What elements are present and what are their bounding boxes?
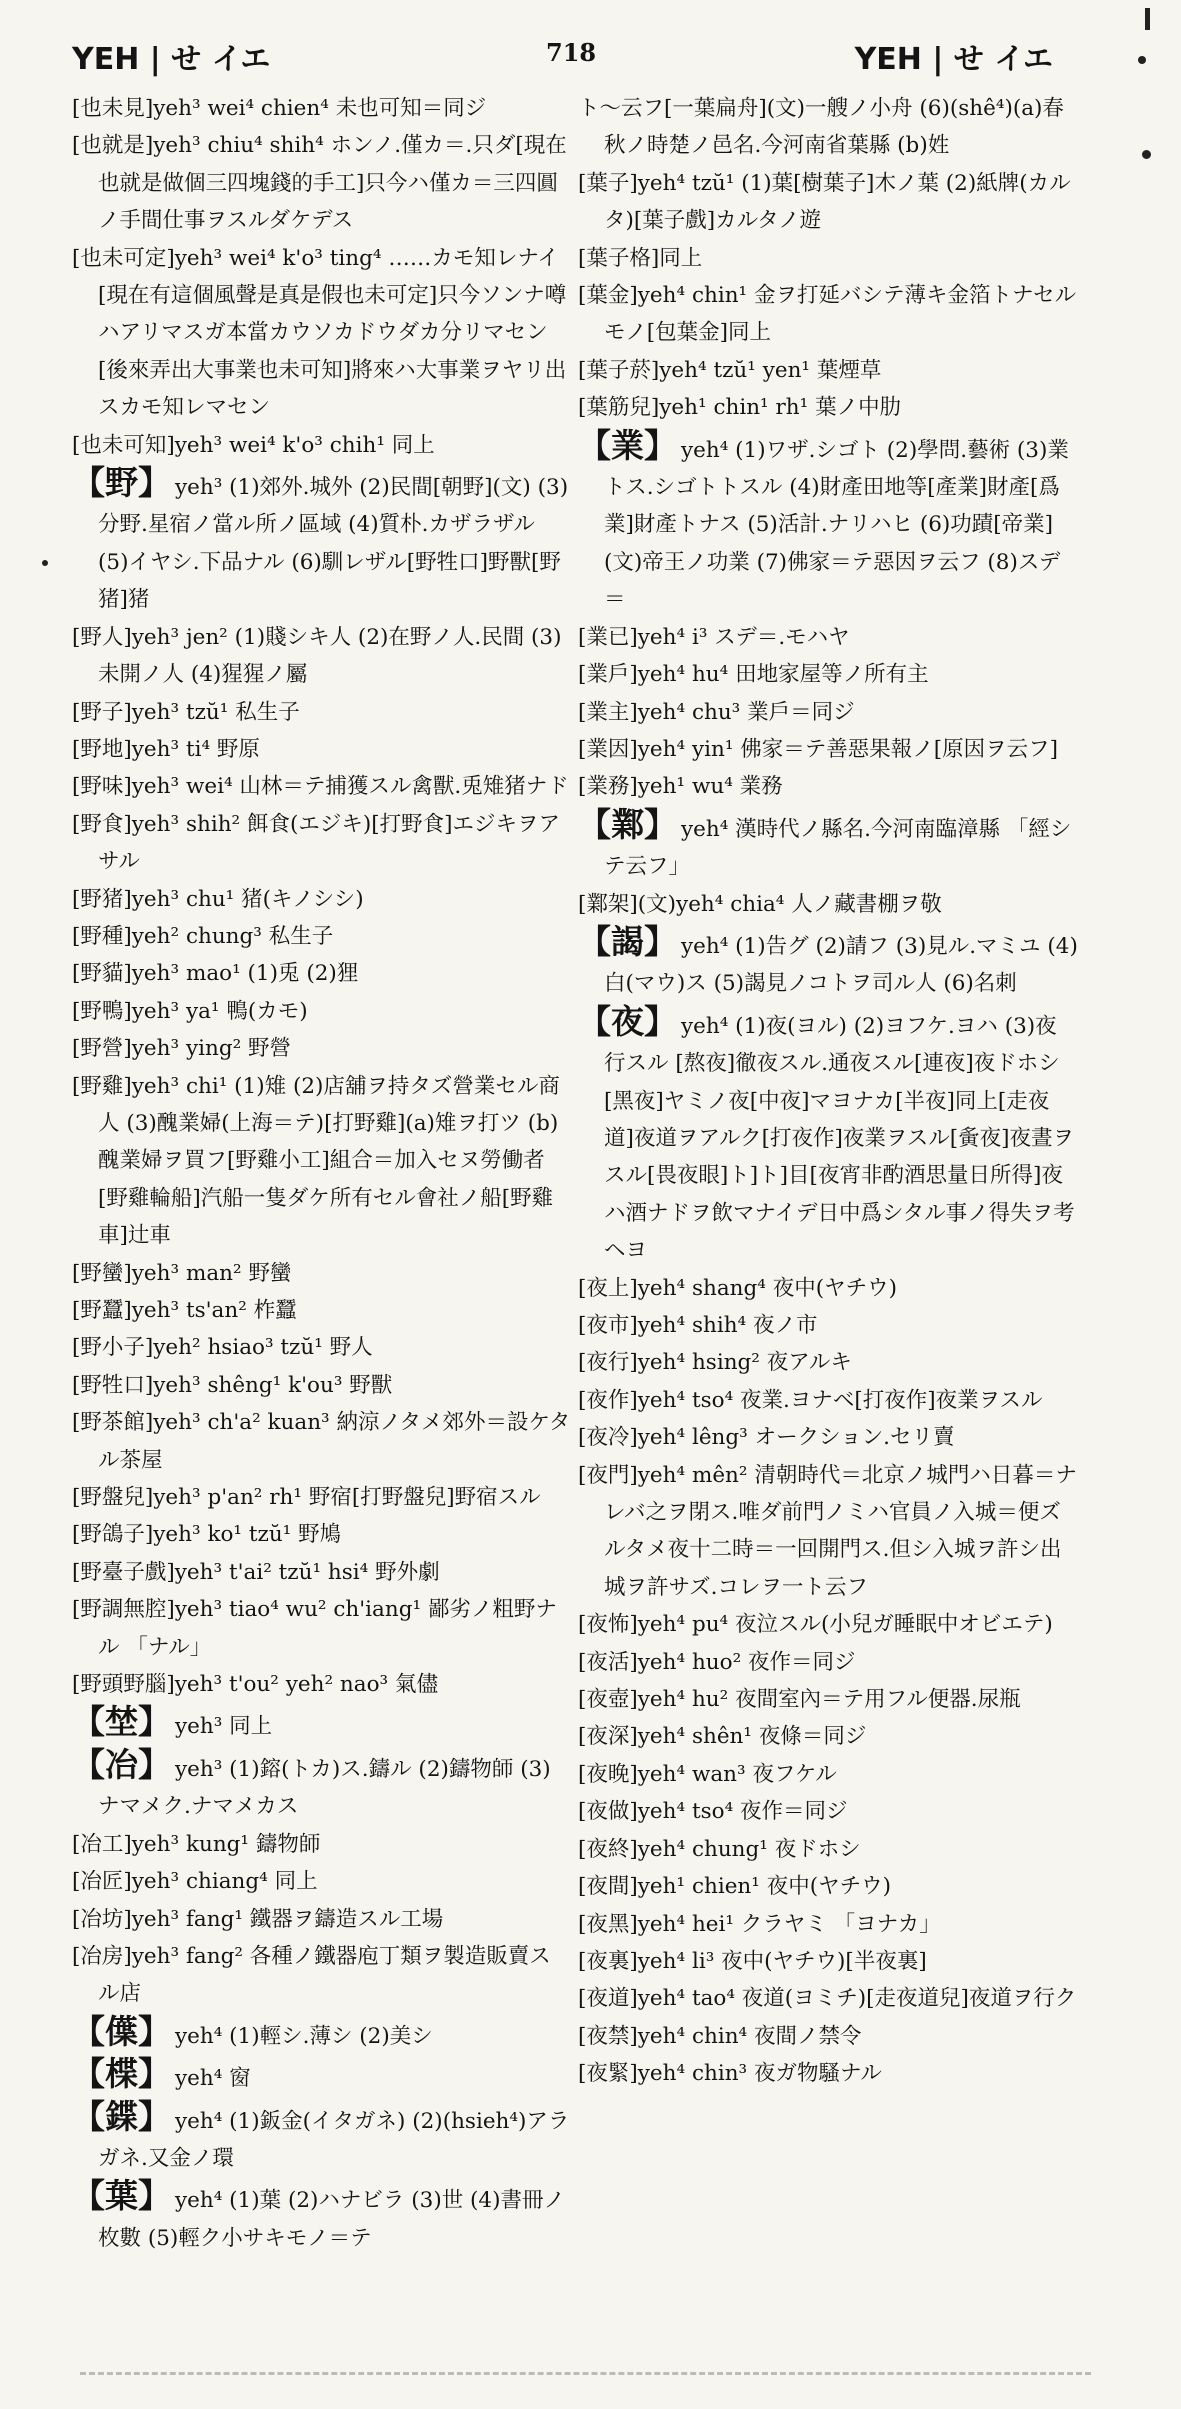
right-column: [578, 90, 1078, 2093]
compound-entry: [578, 656, 1078, 693]
compound-entry: [72, 1826, 572, 1863]
headword-entry: [72, 2055, 572, 2097]
entry-text: [也未可知]yeh³ wei⁴ k'o³ chih¹ 同上: [72, 432, 435, 458]
compound-entry: [578, 886, 1078, 923]
margin-dot: [1142, 150, 1151, 159]
margin-mark: [1145, 8, 1150, 30]
bottom-rule: [80, 2372, 1091, 2375]
entry-text: [業務]yeh¹ wu⁴ 業務: [578, 774, 783, 800]
compound-entry: [72, 90, 572, 127]
compound-entry: [578, 1644, 1078, 1681]
compound-entry: [578, 1307, 1078, 1344]
compound-entry: [72, 881, 572, 918]
compound-entry: [578, 1718, 1078, 1755]
compound-entry: [72, 955, 572, 992]
headword-entry: [72, 1703, 572, 1745]
entry-text: [也就是]yeh³ chiu⁴ shih⁴ ホンノ.僅カ＝.只ダ[現在也就是做個三四塊錢的手工]只今ハ僅カ＝三四圓ノ手間仕事ヲスルダケデス: [72, 133, 567, 234]
compound-entry: [578, 277, 1078, 352]
headword-char: 【 野 】: [72, 463, 171, 502]
compound-entry: [578, 1681, 1078, 1718]
entry-text: [業主]yeh⁴ chu³ 業戶＝同ジ: [578, 699, 855, 725]
entry-text: [野地]yeh³ ti⁴ 野原: [72, 736, 260, 762]
compound-entry: [72, 1479, 572, 1516]
compound-entry: [578, 694, 1078, 731]
compound-entry: [578, 1793, 1078, 1830]
headword-char: 【 謁 】: [578, 922, 677, 961]
entry-text: [也未可定]yeh³ wei⁴ k'o³ ting⁴ ……カモ知レナイ[現在有這個風聲是真是假也未可定]只今ソンナ噂ハアリマスガ本當カウソカドウダカ分リマセン[後來弄出大事業也未可知]將來ハ大事業ヲヤリ出スカモ知レマセン: [72, 245, 567, 421]
entry-text: [冶坊]yeh³ fang¹ 鐵器ヲ鑄造スル工場: [72, 1906, 444, 1932]
headword-entry: [72, 2177, 572, 2257]
compound-entry: [72, 619, 572, 694]
entry-text: [夜上]yeh⁴ shang⁴ 夜中(ヤチウ): [578, 1275, 897, 1301]
compound-entry: [72, 1666, 572, 1703]
headword-char: 【 埜 】: [72, 1702, 171, 1741]
compound-entry: [578, 240, 1078, 277]
entry-text: [野盤兒]yeh³ p'an² rh¹ 野宿[打野盤兒]野宿スル: [72, 1485, 541, 1511]
headword-entry: [72, 2098, 572, 2178]
entry-text: yeh³ 同上: [175, 1714, 273, 1740]
compound-entry: [578, 768, 1078, 805]
entry-text: [鄴架](文)yeh⁴ chia⁴ 人ノ藏書棚ヲ敬: [578, 891, 942, 917]
entry-text: [野茶館]yeh³ ch'a² kuan³ 納涼ノタメ郊外＝設ケタル茶屋: [72, 1410, 571, 1473]
entry-text: [夜緊]yeh⁴ chin³ 夜ガ物騷ナル: [578, 2061, 882, 2087]
entry-text: [夜間]yeh¹ chien¹ 夜中(ヤチウ): [578, 1874, 892, 1900]
entry-text: yeh⁴ 漢時代ノ縣名.今河南臨漳縣 「經シテ云フ」: [604, 816, 1072, 880]
compound-entry: [578, 1270, 1078, 1307]
compound-entry: [72, 1901, 572, 1938]
entry-text: [夜道]yeh⁴ tao⁴ 夜道(ヨミチ)[走夜道兒]夜道ヲ行ク: [578, 1986, 1077, 2012]
entry-text: yeh⁴ (1)葉 (2)ハナビラ (3)世 (4)書冊ノ枚數 (5)輕ク小サキモノ＝テ: [98, 2188, 565, 2251]
compound-entry: [72, 1938, 572, 2013]
headword-char: 【 鍱 】: [72, 2097, 171, 2136]
compound-entry: [578, 165, 1078, 240]
headword-char: 【 業 】: [578, 426, 677, 465]
entry-text: [夜做]yeh⁴ tso⁴ 夜作＝同ジ: [578, 1799, 848, 1825]
entry-text: [夜裏]yeh⁴ li³ 夜中(ヤチウ)[半夜裏]: [578, 1948, 927, 1974]
headword-entry: [72, 1746, 572, 1826]
entry-text: [野蠶]yeh³ ts'an² 柞蠶: [72, 1298, 297, 1323]
headword-entry: [72, 2013, 572, 2055]
entry-text: yeh⁴ (1)夜(ヨル) (2)ヨフケ.ヨハ (3)夜行スル [熬夜]徹夜スル.通夜スル[連夜]夜ドホシ[黑夜]ヤミノ夜[中夜]マヨナカ[半夜]同上[走夜道]夜道ヲアルク[打夜作]夜業ヲスル[夤夜]夜晝ヲスル[畏夜眼]ト]ト]目[夜宵非酌酒思量日所得]夜ハ酒ナドヲ飲マナイデ日中爲シタル事ノ得失ヲ考ヘヨ: [604, 1013, 1075, 1264]
entry-text: [夜深]yeh⁴ shên¹ 夜條＝同ジ: [578, 1724, 867, 1750]
compound-entry: [578, 1344, 1078, 1381]
compound-entry: [72, 993, 572, 1030]
entry-text: [夜怖]yeh⁴ pu⁴ 夜泣スル(小兒ガ睡眠中オビエテ): [578, 1612, 1053, 1638]
compound-entry: [72, 1292, 572, 1329]
entry-text: [冶工]yeh³ kung¹ 鑄物師: [72, 1831, 321, 1857]
margin-dot: [42, 560, 48, 566]
entry-text: [葉金]yeh⁴ chin¹ 金ヲ打延バシテ薄キ金箔トナセルモノ[包葉金]同上: [578, 283, 1077, 346]
entry-text: [業戶]yeh⁴ hu⁴ 田地家屋等ノ所有主: [578, 662, 929, 688]
compound-entry: [72, 1554, 572, 1591]
entry-text: [野頭野腦]yeh³ t'ou² yeh² nao³ 氣儘: [72, 1672, 438, 1698]
compound-entry: [72, 1863, 572, 1900]
compound-entry: [72, 731, 572, 768]
compound-entry: [578, 1457, 1078, 1607]
compound-entry: [72, 1255, 572, 1292]
entry-text: [野貓]yeh³ mao¹ (1)兎 (2)狸: [72, 961, 359, 987]
entry-text: [夜壺]yeh⁴ hu² 夜間室內＝テ用フル便器.尿瓶: [578, 1687, 1021, 1713]
headword-entry: [578, 1003, 1078, 1270]
entry-text: [業已]yeh⁴ i³ スデ＝.モハヤ: [578, 624, 850, 650]
compound-entry: [72, 1367, 572, 1404]
entry-text: yeh³ (1)鎔(トカ)ス.鑄ル (2)鑄物師 (3)ナマメク.ナマメカス: [98, 1756, 551, 1820]
compound-entry: [72, 806, 572, 881]
headword-entry: [578, 427, 1078, 619]
headword-char: 【 鄴 】: [578, 805, 677, 844]
entry-text: [夜終]yeh⁴ chung¹ 夜ドホシ: [578, 1836, 861, 1862]
compound-entry: [578, 2018, 1078, 2055]
left-column: [72, 90, 572, 2257]
entry-text: yeh⁴ (1)ワザ.シゴト (2)學問.藝術 (3)業トス.シゴトトスル (4)財產田地等[產業]財產[爲業]財產トナス (5)活計.ナリハヒ (6)功蹟[帝業](文)帝王ノ功業 (7)佛家＝テ惡因ヲ云フ (8)スデ＝: [604, 437, 1069, 613]
compound-entry: [578, 1419, 1078, 1456]
compound-entry: [578, 1943, 1078, 1980]
compound-entry: [72, 1068, 572, 1255]
entry-text: [夜活]yeh⁴ huo² 夜作＝同ジ: [578, 1649, 856, 1675]
compound-entry: [72, 694, 572, 731]
headword-char: 【 冶 】: [72, 1745, 171, 1784]
entry-text: [夜行]yeh⁴ hsing² 夜アルキ: [578, 1350, 852, 1376]
entry-text: [夜市]yeh⁴ shih⁴ 夜ノ市: [578, 1313, 818, 1338]
compound-entry: [578, 1831, 1078, 1868]
entry-text: [冶匠]yeh³ chiang⁴ 同上: [72, 1869, 318, 1895]
headword-char: 【 葉 】: [72, 2176, 171, 2215]
entry-text: [夜冷]yeh⁴ lêng³ オークション.セリ賣: [578, 1425, 955, 1451]
compound-entry: [578, 731, 1078, 768]
entry-text: [葉筋兒]yeh¹ chin¹ rh¹ 葉ノ中肋: [578, 395, 902, 421]
entry-text: yeh⁴ 窗: [175, 2066, 251, 2092]
page-number: 718: [546, 38, 597, 67]
entry-text: [夜作]yeh⁴ tso⁴ 夜業.ヨナベ[打夜作]夜業ヲスル: [578, 1387, 1043, 1413]
running-header-left: YEH | せ イエ: [72, 42, 271, 77]
compound-entry: [578, 2055, 1078, 2092]
entry-text: [夜晚]yeh⁴ wan³ 夜フケル: [578, 1761, 837, 1787]
compound-entry: [578, 1756, 1078, 1793]
entry-text: [野猪]yeh³ chu¹ 猪(キノシシ): [72, 886, 364, 912]
entry-text: [野蠻]yeh³ man² 野蠻: [72, 1260, 292, 1286]
entry-text: [野營]yeh³ ying² 野營: [72, 1036, 292, 1062]
entry-text: [葉子]yeh⁴ tzŭ¹ (1)葉[樹葉子]木ノ葉 (2)紙牌(カルタ)[葉子戲]カルタノ遊: [578, 170, 1071, 234]
compound-entry: [72, 1404, 572, 1479]
entry-text: [野調無腔]yeh³ tiao⁴ wu² ch'iang¹ 鄙劣ノ粗野ナル 「ナル」: [72, 1597, 557, 1660]
compound-entry: [72, 127, 572, 239]
entry-text: [野種]yeh² chung³ 私生子: [72, 923, 334, 949]
entry-text: yeh³ (1)郊外.城外 (2)民間[朝野](文) (3)分野.星宿ノ當ル所ノ區域 (4)質朴.カザラザル (5)イヤシ.下品ナル (6)馴レザル[野牲口]野獸[野猪]猪: [98, 475, 569, 613]
compound-entry: [578, 1980, 1078, 2017]
entry-text: [野牲口]yeh³ shêng¹ k'ou³ 野獸: [72, 1372, 393, 1398]
entry-text: [葉子菸]yeh⁴ tzŭ¹ yen¹ 葉煙草: [578, 357, 882, 383]
compound-entry: [578, 1906, 1078, 1943]
entry-text: yeh⁴ (1)告グ (2)請フ (3)見ル.マミユ (4)白(マウ)ス (5)謁見ノコトヲ司ル人 (6)名刺: [604, 933, 1078, 997]
compound-entry: [578, 389, 1078, 426]
entry-text: [夜門]yeh⁴ mên² 清朝時代＝北京ノ城門ハ日暮＝ナレバ之ヲ閉ス.唯ダ前門ノミハ官員ノ入城＝便ズルタメ夜十二時＝一回開門ス.但シ入城ヲ許シ出城ヲ許サズ.コレヲ一ト云フ: [578, 1462, 1077, 1600]
compound-entry: [578, 1606, 1078, 1643]
entry-text: [野鴨]yeh³ ya¹ 鴨(カモ): [72, 998, 308, 1024]
compound-entry: [72, 1030, 572, 1067]
entry-text: [葉子格]同上: [578, 245, 703, 271]
compound-entry: [578, 90, 1078, 165]
compound-entry: [72, 427, 572, 464]
compound-entry: [72, 1329, 572, 1366]
margin-dot: [1138, 56, 1146, 64]
entry-text: [野雞]yeh³ chi¹ (1)雉 (2)店舖ヲ持タズ營業セル商人 (3)醜業婦(上海＝テ)[打野雞](a)雉ヲ打ツ (b)醜業婦ヲ買フ[野雞小工]組合＝加入セヌ勞働者[野雞輪船]汽船一隻ダケ所有セル會社ノ船[野雞車]辻車: [72, 1073, 560, 1249]
entry-text: [野味]yeh³ wei⁴ 山林＝テ捕獲スル禽獸.兎雉猪ナド: [72, 774, 569, 800]
entry-text: yeh⁴ (1)輕シ.薄シ (2)美シ: [175, 2023, 433, 2049]
headword-entry: [578, 806, 1078, 886]
entry-text: [野臺子戲]yeh³ t'ai² tzŭ¹ hsi⁴ 野外劇: [72, 1559, 440, 1585]
entry-text: [夜黑]yeh⁴ hei¹ クラヤミ 「ヨナカ」: [578, 1911, 941, 1937]
entry-text: [也未見]yeh³ wei⁴ chien⁴ 未也可知＝同ジ: [72, 96, 487, 121]
headword-entry: [72, 464, 572, 619]
entry-text: [野人]yeh³ jen² (1)賤シキ人 (2)在野ノ人.民間 (3)未開ノ人 (4)猩猩ノ屬: [72, 624, 562, 688]
entry-text: [業因]yeh⁴ yin¹ 佛家＝テ善惡果報ノ[原因ヲ云フ]: [578, 736, 1059, 762]
entry-text: [冶房]yeh³ fang² 各種ノ鐵器庖丁類ヲ製造販賣スル店: [72, 1943, 551, 2007]
compound-entry: [578, 352, 1078, 389]
running-header-right: YEH | せ イエ: [854, 42, 1053, 77]
headword-char: 【 楪 】: [72, 2054, 171, 2093]
entry-text: ト～云フ[一葉扁舟](文)一艘ノ小舟 (6)(shê⁴)(a)春秋ノ時楚ノ邑名.今河南省葉縣 (b)姓: [578, 96, 1064, 159]
compound-entry: [72, 240, 572, 427]
entry-text: [野食]yeh³ shih² 餌食(エジキ)[打野食]エジキヲアサル: [72, 811, 561, 875]
compound-entry: [72, 1516, 572, 1553]
compound-entry: [72, 1591, 572, 1666]
entry-text: [野子]yeh³ tzŭ¹ 私生子: [72, 699, 300, 725]
headword-entry: [578, 923, 1078, 1003]
headword-char: 【 夜 】: [578, 1002, 677, 1041]
compound-entry: [578, 619, 1078, 656]
compound-entry: [72, 768, 572, 805]
entry-text: [野鴿子]yeh³ ko¹ tzŭ¹ 野鳩: [72, 1522, 342, 1548]
compound-entry: [578, 1382, 1078, 1419]
compound-entry: [72, 918, 572, 955]
entry-text: [野小子]yeh² hsiao³ tzŭ¹ 野人: [72, 1335, 373, 1361]
entry-text: yeh⁴ (1)鈑金(イタガネ) (2)(hsieh⁴)アラガネ.又金ノ環: [98, 2108, 570, 2171]
entry-text: [夜禁]yeh⁴ chin⁴ 夜間ノ禁令: [578, 2023, 862, 2049]
headword-char: 【 僷 】: [72, 2012, 171, 2051]
compound-entry: [578, 1868, 1078, 1905]
